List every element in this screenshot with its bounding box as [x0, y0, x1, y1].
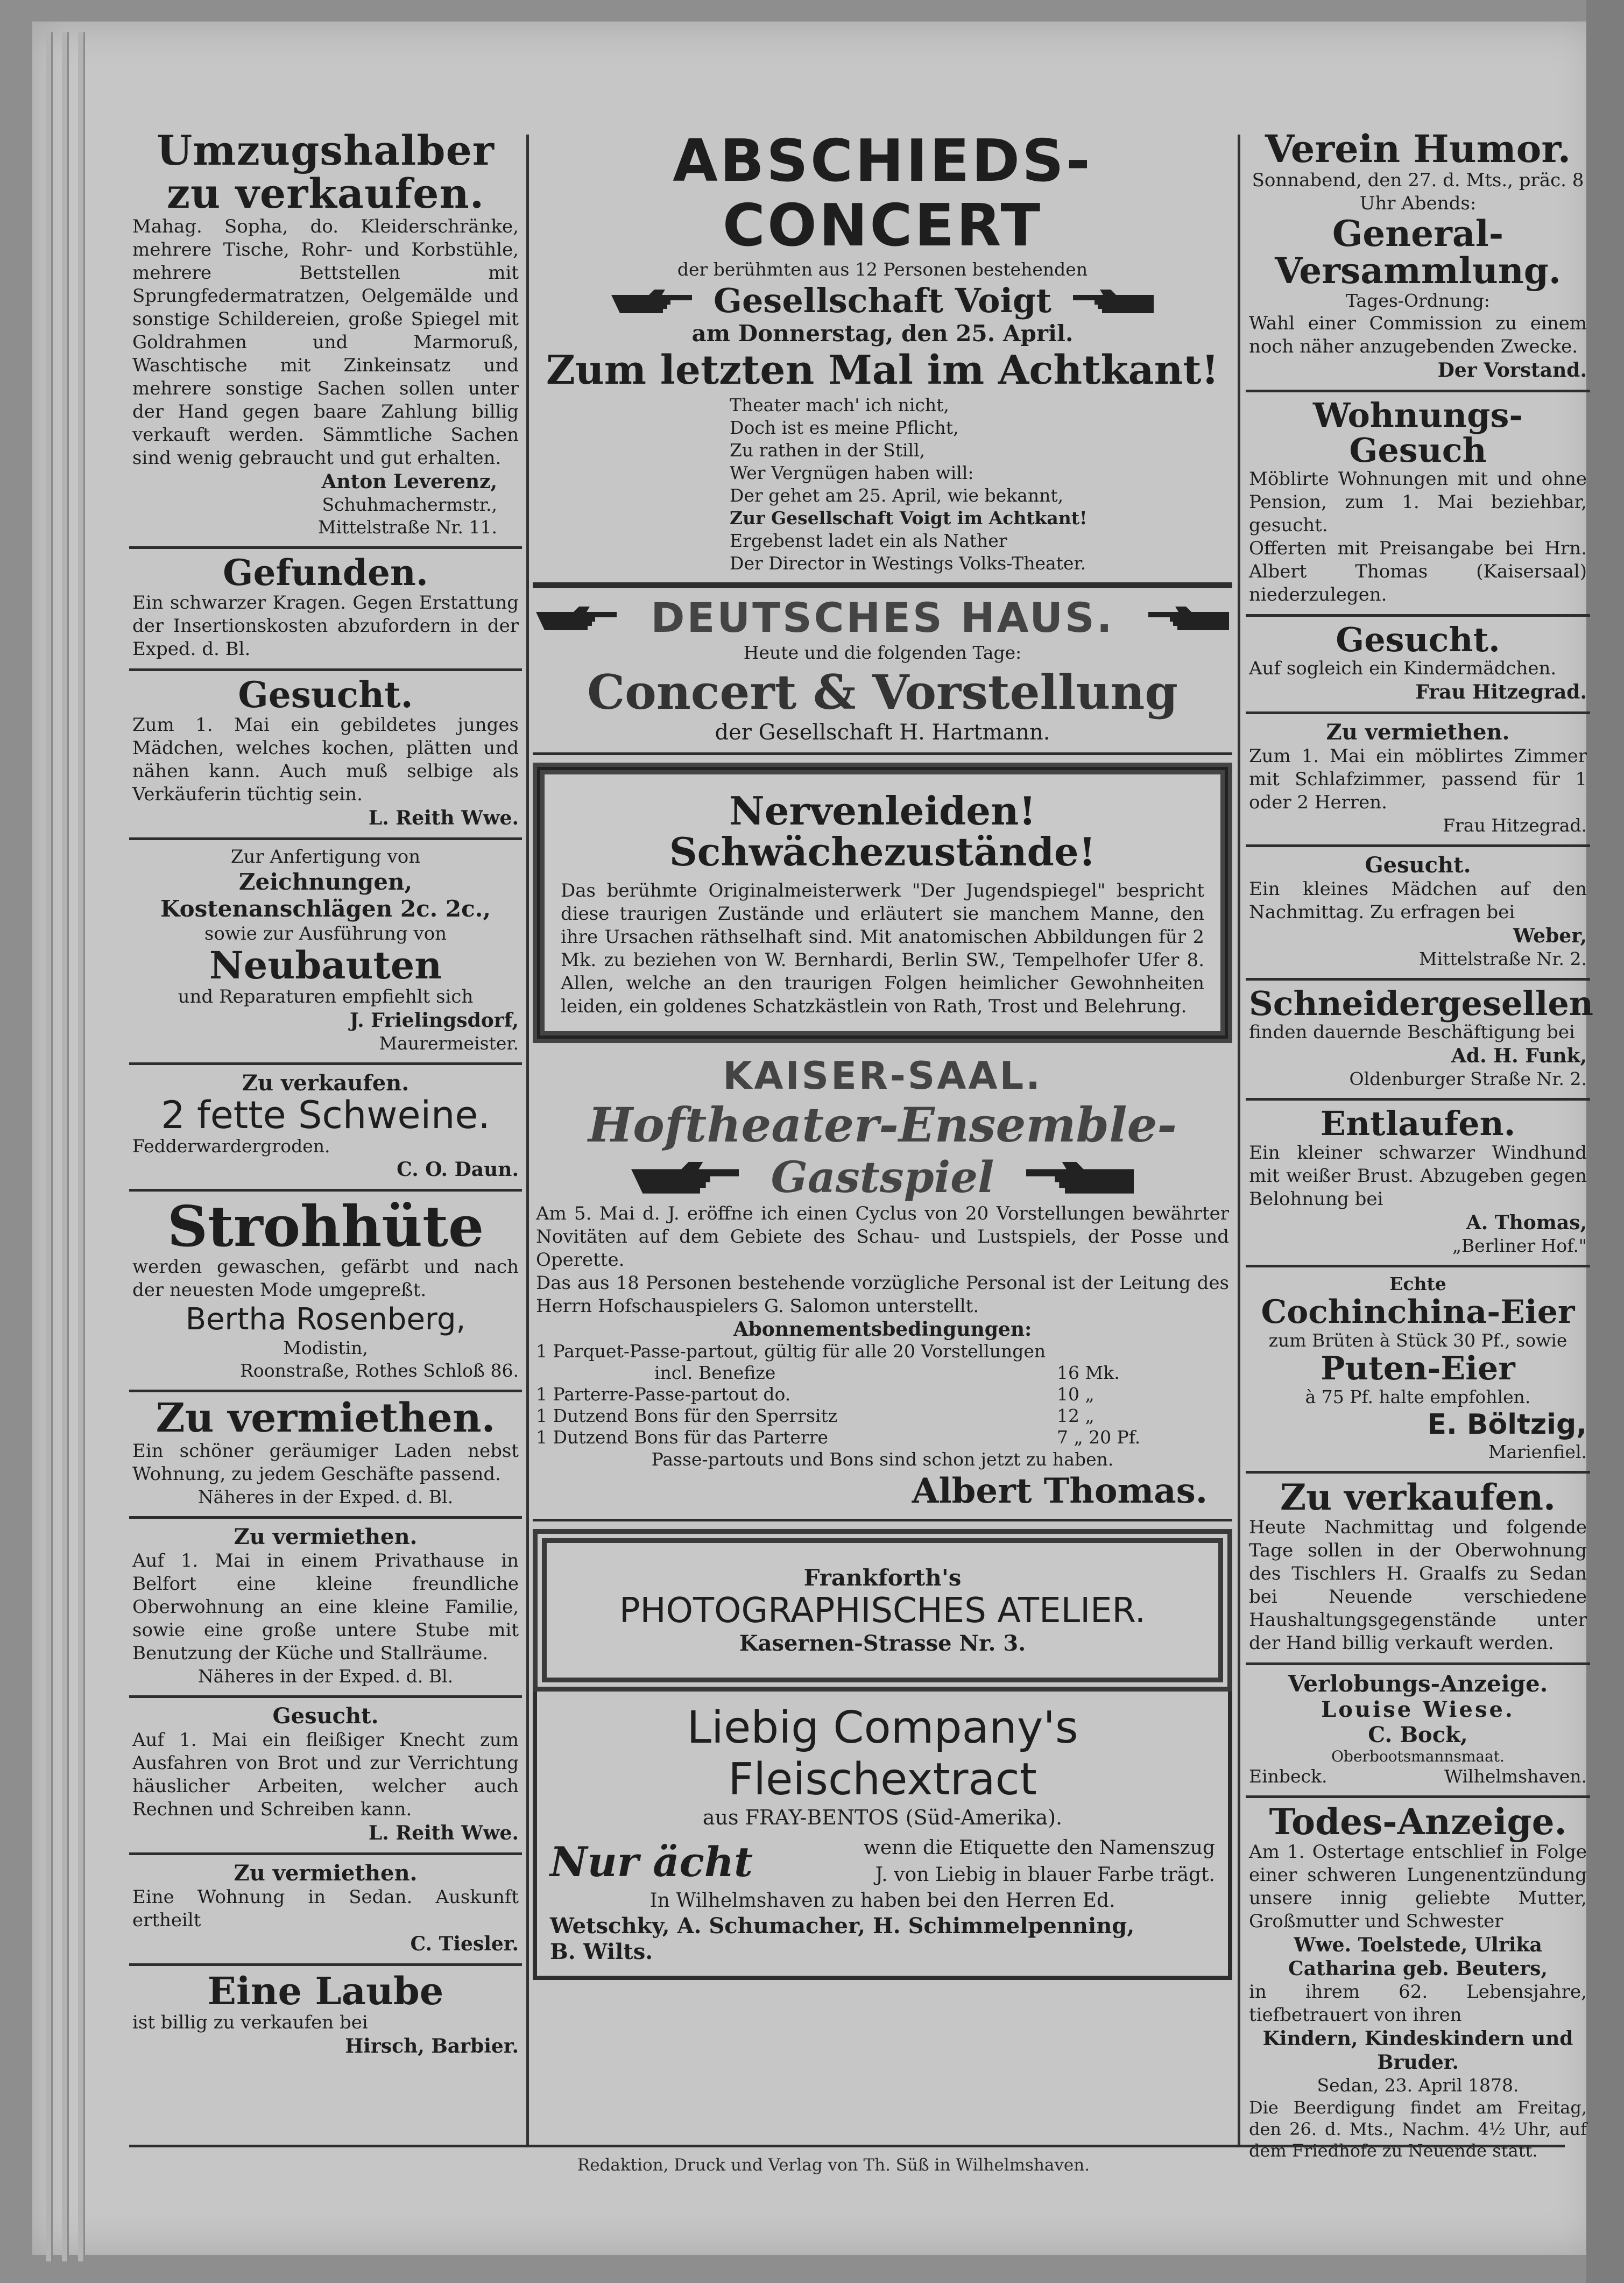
pointing-hand-left-icon	[1148, 602, 1229, 633]
ad-room-to-let	[1246, 714, 1590, 847]
ad-title: Entlaufen.	[1320, 1104, 1516, 1144]
price-table	[536, 1341, 1229, 1448]
ad-poem	[730, 394, 1229, 575]
ad-line-bold: Zeichnungen, Kostenanschlägen 2c. 2c.,	[160, 869, 491, 922]
ad-to-let-shop	[129, 1392, 522, 1519]
ad-found	[129, 549, 522, 671]
price-item: 1 Dutzend Bons für das Parterre	[536, 1427, 829, 1448]
ad-signature: Albert Thomas.	[912, 1471, 1208, 1512]
price-item: incl. Benefize	[654, 1362, 776, 1384]
ad-line: zum Brüten à Stück 30 Pf., sowie	[1268, 1329, 1567, 1351]
ad-body: Auf sogleich ein Kindermädchen.	[1249, 658, 1557, 680]
ad-title: DEUTSCHES HAUS.	[651, 594, 1114, 642]
ad-signature-role: Maurermeister.	[379, 1032, 519, 1054]
ad-heading: Zu vermiethen.	[234, 1861, 418, 1886]
ad-line: Tages-Ordnung:	[1346, 290, 1490, 312]
ad-line: Heute und die folgenden Tage:	[743, 642, 1022, 663]
ad-body: ist billig zu verkaufen bei	[132, 2011, 368, 2033]
pointing-hand-left-icon	[1073, 285, 1154, 316]
column-rule	[526, 135, 529, 2147]
ad-nervous-disorders	[533, 763, 1232, 1043]
ad-body: Ein schwarzer Kragen. Gegen Erstattung der Insertionskosten abzufordern in der Exped. d. Bl.	[132, 591, 519, 660]
ad-line: und Reparaturen empfiehlt sich	[178, 985, 474, 1007]
price-item: 1 Parquet-Passe-partout, gültig für alle 20 Vorstellungen	[536, 1341, 1046, 1362]
ad-headline: Nur ächt	[550, 1837, 753, 1886]
ad-kaiser-saal	[533, 1048, 1232, 1521]
price-value: 16 Mk.	[1057, 1362, 1120, 1384]
ad-title: Gefunden.	[223, 551, 428, 594]
ad-signature: Ad. H. Funk,	[1451, 1045, 1587, 1068]
ad-hand-row	[536, 594, 1229, 642]
ad-liebig	[533, 1692, 1232, 1980]
ad-deutsches-haus	[533, 585, 1232, 755]
ad-line: wenn die Etiquette den Namenszug	[864, 1837, 1215, 1859]
price-value: 7 „ 20 Pf.	[1057, 1427, 1141, 1448]
ad-builder	[129, 840, 522, 1065]
ad-to-let-sedan	[129, 1855, 522, 1966]
ad-company-name: Gesellschaft Voigt	[714, 281, 1051, 320]
price-row	[536, 1362, 1229, 1384]
ad-body: werden gewaschen, gefärbt und nach der neuesten Mode umgepreßt.	[132, 1256, 519, 1301]
ad-line: B. Wilts.	[550, 1939, 653, 1965]
ad-title: PHOTOGRAPHISCHES ATELIER.	[619, 1591, 1146, 1631]
ad-headline: Gastspiel	[771, 1152, 994, 1203]
ad-heading: Zu verkaufen.	[242, 1070, 409, 1096]
ad-flat-wanted	[1246, 392, 1590, 617]
ad-address: Oldenburger Straße Nr. 2.	[1349, 1068, 1587, 1090]
ad-address: „Berliner Hof."	[1452, 1235, 1587, 1256]
ad-name: Wwe. Toelstede, Ulrika Catharina geb. Beuters,	[1288, 1934, 1548, 1981]
ad-signature: C. Tiesler.	[410, 1933, 519, 1956]
price-value: 12 „	[1057, 1405, 1095, 1427]
ad-body: Offerten mit Preisangabe bei Hrn. Albert Thomas (Kaisersaal) niederzulegen.	[1249, 538, 1587, 606]
poem-line: Theater mach' ich nicht,	[730, 394, 949, 415]
ad-place: Wilhelmshaven.	[1444, 1765, 1587, 1787]
ad-title: 2 fette Schweine.	[161, 1093, 490, 1137]
ad-title: Eine Laube	[207, 1969, 444, 2014]
ad-line: à 75 Pf. halte empfohlen.	[1305, 1386, 1531, 1407]
ad-photo-atelier	[533, 1529, 1232, 1692]
ad-body: Ein kleines Mädchen auf den Nachmittag. Zu erfragen bei	[1249, 878, 1587, 924]
ad-title: Verein Humor.	[1265, 126, 1571, 171]
ad-heading: Zu vermiethen.	[1326, 720, 1510, 745]
ad-line: Frankforth's	[803, 1565, 962, 1591]
ad-line: In Wilhelmshaven zu haben bei den Herren Ed.	[649, 1890, 1115, 1912]
ad-headline: Zum letzten Mal im Achtkant!	[546, 347, 1219, 393]
ad-body: finden dauernde Beschäftigung bei	[1249, 1021, 1575, 1044]
ad-signature: Hirsch, Barbier.	[345, 2034, 519, 2057]
ad-subheading: Abonnementsbedingungen:	[733, 1318, 1032, 1341]
ad-title: Zu vermiethen.	[156, 1395, 496, 1442]
ad-signature: Der Vorstand.	[1437, 359, 1587, 382]
ad-headline: Hoftheater-Ensemble-	[588, 1097, 1177, 1153]
ad-title: ABSCHIEDS-CONCERT	[673, 128, 1092, 259]
ad-body: Am 5. Mai d. J. eröffne ich einen Cyclus von 20 Vorstellungen bewährter Novitäten auf dem Gebiete des Schau- und Lustspiels, der Posse und Operette.	[536, 1203, 1229, 1271]
ad-body: Zum 1. Mai ein möblirtes Zimmer mit Schlafzimmer, passend für 1 oder 2 Herren.	[1249, 745, 1587, 814]
ad-tailors	[1246, 981, 1593, 1101]
ad-title: Schwächezustände!	[669, 828, 1096, 875]
ad-title: Todes-Anzeige.	[1269, 1800, 1567, 1843]
ad-title: Puten-Eier	[1321, 1349, 1515, 1387]
ad-address: Mittelstraße Nr. 11.	[317, 516, 497, 538]
ad-nanny-wanted	[1246, 617, 1590, 714]
price-value: 10 „	[1057, 1384, 1095, 1405]
ad-hand-row	[536, 1152, 1229, 1202]
ad-title: Strohhüte	[167, 1193, 484, 1260]
ad-place: Einbeck.	[1249, 1765, 1328, 1787]
ad-straw-hats	[129, 1192, 522, 1392]
ad-date: am Donnerstag, den 25. April.	[691, 320, 1074, 347]
ad-body: Auf 1. Mai in einem Privathause in Belfort eine kleine freundliche Oberwohnung an eine kleine Familie, sowie eine große untere Stube mit Benutzung der Küche und Stallräume.	[132, 1550, 519, 1665]
ad-body: Das aus 18 Personen bestehende vorzügliche Personal ist der Leitung des Herrn Hofschauspielers G. Salomon unterstellt.	[536, 1272, 1229, 1317]
ad-title: Wohnungs-Gesuch	[1312, 396, 1523, 470]
ad-address: Roonstraße, Rothes Schloß 86.	[240, 1360, 519, 1382]
ad-places	[1249, 1765, 1587, 1788]
poem-line: Der gehet am 25. April, wie bekannt,	[730, 485, 1064, 506]
ad-signature: L. Reith Wwe.	[368, 1822, 519, 1845]
ad-body: Das berühmte Originalmeisterwerk "Der Jugendspiegel" bespricht diese traurigen Zustände und erläutert sie manchem Manne, den ihre Ursachen räthselhaft sind. Mit anatomischen Abbildungen für 2 Mk. zu beziehen von W. Bernhardi, Berlin SW., Tempelhofer Ufer 8. Allen, welche an den traurigen Folgen heimlicher Gewohnheiten leiden, ein goldenes Schatzkästlein von Rath, Trost und Belehrung.	[561, 880, 1204, 1018]
ad-line: Sonnabend, den 27. d. Mts., präc. 8 Uhr Abends:	[1252, 169, 1584, 214]
ad-body: Möblirte Wohnungen mit und ohne Pension, zum 1. Mai beziehbar, gesucht.	[1249, 468, 1587, 537]
ad-body: Am 1. Ostertage entschlief in Folge einer schweren Lungenentzündung unsere innig geliebte Mutter, Großmutter und Schwester	[1249, 1841, 1587, 1933]
ad-title: General-Versammlung.	[1275, 212, 1561, 292]
ad-line: Passe-partouts und Bons sind schon jetzt zu haben.	[651, 1449, 1114, 1470]
ad-title: Gesucht.	[1336, 620, 1500, 660]
ad-title: Zu verkaufen.	[1280, 1476, 1556, 1518]
middle-column	[533, 124, 1232, 1980]
ad-address: Kasernen-Strasse Nr. 3.	[739, 1631, 1026, 1657]
ad-signature: Weber,	[1513, 925, 1587, 948]
ad-line: Wetschky, A. Schumacher, H. Schimmelpenning,	[550, 1913, 1135, 1939]
poem-line: Wer Vergnügen haben will:	[730, 462, 974, 483]
ad-line: Echte	[1389, 1273, 1446, 1294]
ad-date: Sedan, 23. April 1878.	[1317, 2075, 1519, 2096]
ad-line: Näheres in der Exped. d. Bl.	[197, 1486, 454, 1508]
ad-pigs	[129, 1065, 522, 1192]
ad-girl-wanted	[1246, 847, 1590, 981]
ad-body: in ihrem 62. Lebensjahre, tiefbetrauert von ihren	[1249, 1981, 1587, 2026]
ad-to-let-flat	[129, 1519, 522, 1698]
ad-signature-role: Schuhmachermstr.,	[322, 494, 497, 515]
ad-title: Cochinchina-Eier	[1261, 1293, 1575, 1331]
ad-signature: A. Thomas,	[1466, 1211, 1587, 1234]
ad-line: Näheres in der Exped. d. Bl.	[197, 1666, 454, 1687]
ad-title: KAISER-SAAL.	[723, 1054, 1042, 1098]
imprint: Redaktion, Druck und Verlag von Th. Süß in Wilhelmshaven.	[577, 2155, 1090, 2175]
ad-signature: E. Böltzig,	[1427, 1408, 1587, 1441]
ad-household-sale	[1246, 1474, 1590, 1665]
ad-address: Marienfiel.	[1488, 1441, 1587, 1462]
ad-line: Fedderwardergroden.	[132, 1136, 330, 1157]
ad-body: Heute Nachmittag und folgende Tage sollen in der Oberwohnung des Tischlers H. Graalfs zu Sedan bei Neuende verschiedene Haushaltungsgegenstände unter der Hand billig verkauft werden.	[1249, 1516, 1587, 1654]
ad-headline: Concert & Vorstellung	[587, 664, 1178, 720]
ad-line: Zur Anfertigung von	[230, 846, 421, 868]
ad-line: J. von Liebig in blauer Farbe trägt.	[875, 1864, 1215, 1886]
ad-title: Verlobungs-Anzeige.	[1288, 1670, 1548, 1697]
ad-engagement	[1246, 1665, 1590, 1798]
page-edge	[46, 32, 53, 2261]
ad-body: Wahl einer Commission zu einem noch näher anzugebenden Zwecke.	[1249, 313, 1587, 358]
footer-rule	[129, 2145, 1565, 2147]
price-item: 1 Parterre-Passe-partout do.	[536, 1384, 791, 1405]
price-value	[1057, 1341, 1229, 1362]
ad-address: Mittelstraße Nr. 2.	[1418, 948, 1587, 970]
ad-body: Ein kleiner schwarzer Windhund mit weißer Brust. Abzugeben gegen Belohnung bei	[1249, 1142, 1587, 1210]
left-column	[129, 124, 522, 2066]
ad-hand-row	[536, 281, 1229, 320]
poem-line: Ergebenst ladet ein als Nather	[730, 530, 1007, 551]
poem-line: Doch ist es meine Pflicht,	[730, 417, 959, 438]
ad-signature-role: Modistin,	[283, 1337, 368, 1359]
price-row	[536, 1341, 1229, 1362]
ad-mourners: Kindern, Kindeskindern und Bruder.	[1262, 2027, 1573, 2074]
ad-signature: J. Frielingsdorf,	[349, 1009, 519, 1032]
ad-lost-dog	[1246, 1101, 1590, 1267]
ad-body: Mahag. Sopha, do. Kleiderschränke, mehrere Tische, Rohr- und Korbstühle, mehrere Bettstellen mit Sprungfedermatratzen, Oelgemälde und sonstige Schildereien, große Spiegel mit Goldrahmen und Marmoruß, Waschtische mit Zinkeinsatz und mehrere sonstige Sachen sollen unter der Hand gegen baare Zahlung billig verkauft werden. Sämmtliche Sachen sind wenig gebraucht und gut erhalten.	[132, 215, 519, 469]
ad-signature: Frau Hitzegrad.	[1415, 681, 1587, 704]
pointing-hand-right-icon	[536, 602, 617, 633]
ad-signature: L. Reith Wwe.	[368, 807, 519, 830]
page-shadow	[1586, 0, 1624, 2283]
ad-moving-sale	[129, 124, 522, 549]
ad-title: Nervenleiden!	[729, 788, 1036, 834]
price-row	[536, 1384, 1229, 1405]
ad-title: Schneidergesellen	[1249, 984, 1593, 1024]
ad-heading: Gesucht.	[1365, 852, 1471, 878]
ad-verein-humor	[1246, 124, 1590, 392]
ad-name: Bertha Rosenberg,	[185, 1302, 466, 1337]
ad-name: C. Bock,	[1368, 1722, 1468, 1748]
pointing-hand-left-icon	[1026, 1155, 1134, 1199]
ad-title: Umzugshalber zu verkaufen.	[157, 126, 495, 217]
page-edge	[78, 32, 85, 2261]
ad-line: der Gesellschaft H. Hartmann.	[715, 720, 1050, 745]
ad-signature-role: Oberbootsmannsmaat.	[1331, 1747, 1505, 1765]
ad-heading: Gesucht.	[272, 1703, 379, 1729]
ad-line: sowie zur Ausführung von	[204, 923, 447, 945]
ad-line: aus FRAY-BENTOS (Süd-Amerika).	[702, 1806, 1063, 1830]
price-row	[536, 1427, 1229, 1448]
price-row	[536, 1405, 1229, 1427]
ad-name: Louise Wiese.	[1321, 1696, 1515, 1722]
ad-row	[550, 1835, 1215, 1889]
ad-eggs	[1246, 1267, 1590, 1474]
ad-heading: Zu vermiethen.	[234, 1524, 418, 1550]
ad-body: Ein schöner geräumiger Laden nebst Wohnung, zu jedem Geschäfte passend.	[132, 1440, 519, 1485]
ad-body: Auf 1. Mai ein fleißiger Knecht zum Ausfahren von Brot und zur Verrichtung häuslicher Arbeiten, welcher auch Rechnen und Schreiben kann.	[132, 1729, 519, 1821]
ad-body: Die Beerdigung findet am Freitag, den 26. d. Mts., Nachm. 4½ Uhr, auf dem Friedhofe zu Neuende statt.	[1249, 2097, 1587, 2161]
poem-line: Der Director in Westings Volks-Theater.	[730, 553, 1086, 574]
right-column	[1246, 124, 1593, 2169]
ad-signature: C. O. Daun.	[397, 1158, 519, 1181]
column-rule	[1238, 135, 1240, 2147]
ad-title: Liebig Company's Fleischextract	[687, 1702, 1078, 1806]
price-item: 1 Dutzend Bons für den Sperrsitz	[536, 1405, 838, 1427]
ad-text-block	[864, 1835, 1215, 1889]
ad-body: Eine Wohnung in Sedan. Auskunft ertheilt	[132, 1886, 519, 1932]
ad-title: Neubauten	[209, 943, 442, 988]
ad-signature: Anton Leverenz,	[321, 470, 497, 493]
ad-farewell-concert	[533, 124, 1232, 585]
ad-arbour	[129, 1966, 522, 2066]
ad-signature: Frau Hitzegrad.	[1443, 815, 1587, 836]
ad-title: Gesucht.	[238, 673, 413, 716]
page-edge	[62, 32, 69, 2261]
ad-wanted-servant	[129, 1698, 522, 1855]
ad-wanted-girl	[129, 671, 522, 840]
pointing-hand-right-icon	[611, 285, 692, 316]
ad-line: der berühmten aus 12 Personen bestehenden	[677, 259, 1088, 280]
pointing-hand-right-icon	[631, 1155, 739, 1199]
ad-death-notice	[1246, 1798, 1590, 2169]
poem-line: Zu rathen in der Still,	[730, 440, 926, 461]
ad-body: Zum 1. Mai ein gebildetes junges Mädchen, welches kochen, plätten und nähen kann. Auch muß selbige als Verkäuferin tüchtig sein.	[132, 714, 519, 806]
poem-line: Zur Gesellschaft Voigt im Achtkant!	[730, 508, 1088, 529]
